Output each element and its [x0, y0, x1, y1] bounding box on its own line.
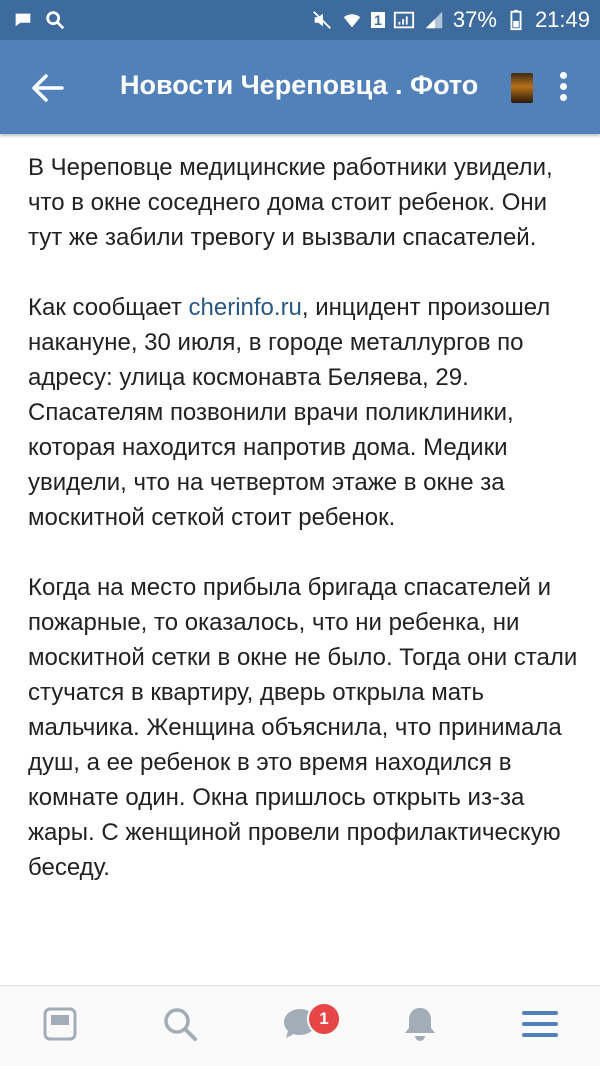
app-bar — [0, 40, 600, 134]
notifications-bell-icon[interactable] — [398, 1002, 442, 1046]
bottom-navigation — [0, 985, 600, 1066]
chat-notification-icon — [12, 9, 34, 31]
photo-thumbnail-icon — [511, 73, 533, 103]
mute-icon — [311, 9, 333, 31]
article-paragraph-1: В Череповце медицинские работники увидели, что в окне соседнего дома стоит ребенок. Они тут же забили тревогу и вызвали спасателей. — [28, 154, 553, 251]
search-icon[interactable] — [158, 1002, 202, 1046]
signal-icon — [393, 9, 415, 31]
clock: 21:49 — [534, 7, 590, 32]
back-arrow-icon[interactable] — [30, 71, 64, 105]
signal-strength-icon — [423, 9, 445, 31]
source-link[interactable]: cherinfo.ru — [188, 294, 302, 321]
wifi-icon — [341, 9, 363, 31]
article-paragraph-3: Когда на место прибыла бригада спасателей и пожарные, то оказалось, что ни ребенка, ни москитной сетки в окне не было. Тогда они стали стучатся в квартиру, дверь открыла мать мальчика. Женщина объяснила, что принимала душ, а ее ребенок в это время находился в комнате один. Окна пришлось открыть из-за жары. С женщиной провели профилактическую беседу. — [28, 574, 578, 881]
search-notification-icon — [44, 9, 66, 31]
menu-icon[interactable] — [518, 1002, 562, 1046]
battery-percent: 37% — [452, 7, 497, 32]
article-paragraph-2: Как сообщает cherinfo.ru, инцидент произошел накануне, 30 июля, в городе металлургов по адресу: улица космонавта Беляева, 29. Спасателям позвонили врачи поликлиники, которая находится напротив дома. Медики увидели, что на четвертом этаже в окне за москитной сеткой стоит ребенок. — [28, 294, 551, 531]
news-feed-icon[interactable] — [38, 1002, 82, 1046]
page-title: Новости Череповца . Фото — [120, 70, 479, 100]
sim-badge: 1 — [371, 12, 385, 28]
messages-badge: 1 — [307, 1002, 341, 1036]
article-body — [28, 150, 578, 920]
battery-icon — [505, 9, 527, 31]
status-bar — [0, 0, 600, 40]
more-options-icon[interactable] — [556, 70, 570, 104]
